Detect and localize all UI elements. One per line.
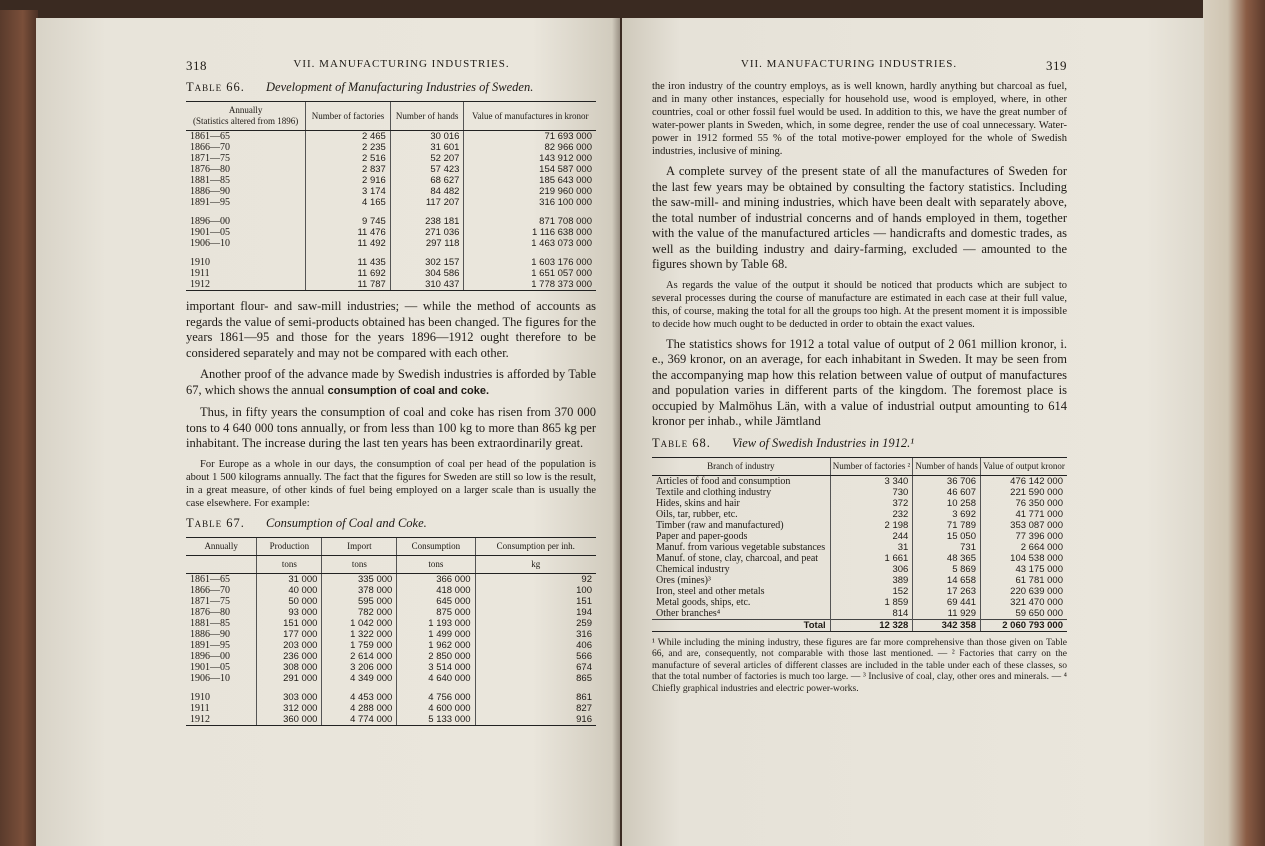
table68-cell: Iron, steel and other metals (656, 585, 765, 597)
table67-cell: 316 (475, 629, 596, 640)
table66-gap-cell (390, 208, 464, 216)
table68-cell: Hides, skins and hair (656, 497, 740, 509)
table66-cell: 82 966 000 (464, 142, 596, 153)
table66-gap-cell (306, 208, 391, 216)
table-row (652, 575, 1067, 586)
table66-header-row (186, 102, 596, 131)
table68-cell: 3 692 (913, 509, 981, 520)
right-running-title: VII. MANUFACTURING INDUSTRIES. (740, 58, 958, 70)
table66-cell: 302 157 (390, 257, 464, 268)
table67-cell: 259 (475, 618, 596, 629)
table67-unit-cell: tons (257, 555, 322, 573)
table68-cell: Chemical industry (656, 563, 730, 575)
table67-cell: 1901—05 (190, 661, 230, 673)
table66-gap-cell (464, 208, 596, 216)
table68-cell: Timber (raw and manufactured) (656, 519, 784, 531)
table67-header-cell: Consumption per inh. (475, 537, 596, 555)
table66-cell: 2 516 (306, 153, 391, 164)
table-row (186, 227, 596, 238)
table68-cell: 731 (913, 542, 981, 553)
table66-cell: 68 627 (390, 175, 464, 186)
table-row (652, 487, 1067, 498)
table66-cell: 1910 (190, 257, 210, 268)
table67-cell: 308 000 (257, 662, 322, 673)
table66-cell: 310 437 (390, 279, 464, 291)
table66-cell: 871 708 000 (464, 216, 596, 227)
table68-cell: 2 664 000 (980, 542, 1067, 553)
table68-cell: 41 771 000 (980, 509, 1067, 520)
table66-gap-cell (186, 249, 306, 257)
table68-title: View of Swedish Industries in 1912.¹ (732, 435, 914, 450)
table67-header-cell: Consumption (397, 537, 475, 555)
table66-label: Table 66. (186, 80, 245, 94)
table-row (186, 131, 596, 143)
table67-gap-cell (475, 684, 596, 692)
table67-units-row (186, 555, 596, 573)
left-paragraph-2 (186, 367, 596, 399)
table66-header-cell: Number of hands (390, 102, 464, 131)
table66-cell: 219 960 000 (464, 186, 596, 197)
table67-cell: 100 (475, 585, 596, 596)
table66 (186, 101, 596, 291)
table68-total-row (652, 619, 1067, 631)
table68-footnotes: ¹ While including the mining industry, these figures are far more comprehensive than those given on Table 66, and are, consequently, not comparable with those last mentioned. — ² Factories that carry on the manufacture of several articles of different classes are included in the table under each of these classes, so that the total number of factories is much too large. — ³ Inclusive of coal, clay, other ores and minerals. — ⁴ Chiefly graphical industries and electric power-works. (652, 637, 1067, 694)
table68-cell: 48 365 (913, 553, 981, 564)
table68-cell: 46 607 (913, 487, 981, 498)
left-paragraph-2-text: Another proof of the advance made by Swedish industries is afforded by Table 67, which shows the annual (186, 367, 596, 397)
table68-cell: 43 175 000 (980, 564, 1067, 575)
table67-cell: 865 (475, 673, 596, 684)
table-row (652, 531, 1067, 542)
table-row (186, 573, 596, 585)
table67-cell: 1911 (190, 702, 210, 714)
table66-cell: 1 116 638 000 (464, 227, 596, 238)
table67-cell: 2 614 000 (322, 651, 397, 662)
table68-cell: Other branches⁴ (656, 607, 721, 619)
table68-total-cell: 12 328 (830, 619, 913, 631)
table68-cell: 353 087 000 (980, 520, 1067, 531)
table68-total-cell: 2 060 793 000 (980, 619, 1067, 631)
table66-caption (186, 80, 596, 95)
table67-cell: 50 000 (257, 596, 322, 607)
table67-header-row (186, 537, 596, 555)
book-page-edges (1203, 0, 1265, 846)
table67-cell: 93 000 (257, 607, 322, 618)
table-row (652, 597, 1067, 608)
table67-cell: 92 (475, 573, 596, 585)
table66-cell: 117 207 (390, 197, 464, 208)
table-row (186, 629, 596, 640)
table68-cell: 61 781 000 (980, 575, 1067, 586)
table68-cell: 5 869 (913, 564, 981, 575)
left-page-number: 318 (186, 58, 207, 73)
table-row (186, 197, 596, 208)
table67-cell: 1866—70 (190, 584, 230, 596)
table67-cell: 4 774 000 (322, 714, 397, 726)
table66-cell: 11 692 (306, 268, 391, 279)
table68-cell: 389 (830, 575, 913, 586)
table68-body (652, 475, 1067, 631)
table68-cell: Metal goods, ships, etc. (656, 596, 751, 608)
table68-cell: 17 263 (913, 586, 981, 597)
table68-cell: Paper and paper-goods (656, 530, 748, 542)
table67-cell: 151 (475, 596, 596, 607)
table67-cell: 861 (475, 692, 596, 703)
table-row (186, 714, 596, 726)
table67-cell: 4 288 000 (322, 703, 397, 714)
table66-group-gap (186, 208, 596, 216)
table-row (186, 703, 596, 714)
table67 (186, 537, 596, 726)
table68-total-cell: 342 358 (913, 619, 981, 631)
table67-gap-cell (322, 684, 397, 692)
table66-cell: 9 745 (306, 216, 391, 227)
table67-body (186, 573, 596, 725)
table67-cell: 418 000 (397, 585, 475, 596)
table66-cell: 11 787 (306, 279, 391, 291)
table66-cell: 297 118 (390, 238, 464, 249)
table-row (186, 186, 596, 197)
table67-cell: 1871—75 (190, 595, 230, 607)
table66-cell: 238 181 (390, 216, 464, 227)
table66-cell: 271 036 (390, 227, 464, 238)
table67-cell: 406 (475, 640, 596, 651)
table-row (652, 475, 1067, 487)
left-page (36, 18, 620, 846)
table66-cell: 52 207 (390, 153, 464, 164)
table67-gap-cell (186, 684, 257, 692)
table68-caption (652, 436, 1067, 451)
table68-cell: 321 470 000 (980, 597, 1067, 608)
table66-cell: 2 465 (306, 131, 391, 143)
table68-cell: 77 396 000 (980, 531, 1067, 542)
table-row (652, 586, 1067, 597)
table68-cell: 15 050 (913, 531, 981, 542)
table67-cell: 1912 (186, 714, 257, 726)
table68-cell: 11 929 (913, 608, 981, 620)
right-paragraph-1: the iron industry of the country employs, as is well known, hardly anything but charcoal as fuel, and in many other instances, especially for household use, wood is employed, where, in other countries, coal or other fossil fuel would be used. In addition to this, we have the great number of water-power plants in Sweden, which, in some degree, render the use of coal unnecessary. Water-power in 1912 formed 55 % of the total motive-power employed for the whole of Swedish industries, inclusive of mining. (652, 81, 1067, 157)
table66-cell: 2 916 (306, 175, 391, 186)
table67-cell: 40 000 (257, 585, 322, 596)
table66-cell: 30 016 (390, 131, 464, 143)
table68-cell: 220 639 000 (980, 586, 1067, 597)
table67-cell: 366 000 (397, 573, 475, 585)
left-paragraph-4: For Europe as a whole in our days, the consumption of coal per head of the population is about 1 500 kilograms annually. The fact that the figures for Sweden are still so low is the result, in a great measure, of other kinds of fuel being employed on a larger scale than is usually the case elsewhere. For example: (186, 458, 596, 509)
table-row (186, 164, 596, 175)
right-page (622, 18, 1204, 846)
table67-cell: 203 000 (257, 640, 322, 651)
table68-cell: Manuf. of stone, clay, charcoal, and peat (656, 552, 819, 564)
table67-unit-cell (186, 555, 257, 573)
table-row (186, 257, 596, 268)
table67-cell: 360 000 (257, 714, 322, 726)
table67-cell: 1 322 000 (322, 629, 397, 640)
table67-cell: 1861—65 (190, 573, 230, 585)
table67-cell: 1906—10 (190, 672, 230, 684)
table67-cell: 312 000 (257, 703, 322, 714)
table68-cell: 59 650 000 (980, 608, 1067, 620)
table-row (652, 553, 1067, 564)
table67-cell: 335 000 (322, 573, 397, 585)
table68-cell: 36 706 (913, 475, 981, 487)
table66-group-gap (186, 249, 596, 257)
table67-unit-cell: kg (475, 555, 596, 573)
table66-cell: 1886—90 (190, 186, 230, 197)
table66-cell: 71 693 000 (464, 131, 596, 143)
table-row (652, 509, 1067, 520)
table66-cell: 84 482 (390, 186, 464, 197)
table68-cell: 2 198 (830, 520, 913, 531)
table67-cell: 236 000 (257, 651, 322, 662)
table66-cell: 1912 (186, 279, 306, 291)
table67-cell: 31 000 (257, 573, 322, 585)
book-cover-left (0, 10, 38, 846)
table67-cell: 595 000 (322, 596, 397, 607)
table66-cell: 1 651 057 000 (464, 268, 596, 279)
table66-cell: 1896—00 (190, 216, 230, 227)
right-paragraph-3: As regards the value of the output it should be noticed that products which are subject to several processes during the course of manufacture are estimated in each case at their full value, this, of course, making the total for all the groups too high. At the present moment it is impossible to decide how much ought to be deducted in order to obtain the exact values. (652, 279, 1067, 330)
table68-header-cell: Value of output kronor (980, 457, 1067, 475)
right-paragraph-4: The statistics shows for 1912 a total value of output of 2 061 million kronor, i. e., 369 kronor, on an average, for each inhabitant in Sweden. It may be seen from the accompanying map how this relation between value of output of manufactures and population varies in different parts of the kingdom. The foremost place is occupied by Malmöhus Län, with a value of industrial output amounting to 614 kronor per inhab., while Jämtland (652, 336, 1067, 428)
table68-cell: Oils, tar, rubber, etc. (656, 508, 738, 520)
table66-cell: 143 912 000 (464, 153, 596, 164)
table67-cell: 674 (475, 662, 596, 673)
table67-cell: 1 759 000 (322, 640, 397, 651)
table67-cell: 1891—95 (190, 639, 230, 651)
table-row (186, 640, 596, 651)
table67-header-cell: Production (257, 537, 322, 555)
table66-cell: 4 165 (306, 197, 391, 208)
table67-cell: 1886—90 (190, 628, 230, 640)
table68-cell: 306 (830, 564, 913, 575)
table67-cell: 875 000 (397, 607, 475, 618)
table68-header-cell: Number of factories ² (830, 457, 913, 475)
right-page-number: 319 (1046, 58, 1067, 73)
table67-cell: 827 (475, 703, 596, 714)
table66-title: Development of Manufacturing Industries of Sweden. (266, 80, 534, 94)
table-row (186, 596, 596, 607)
table68 (652, 457, 1067, 632)
table67-cell: 1 042 000 (322, 618, 397, 629)
table-row (186, 153, 596, 164)
table66-header-cell: Value of manufactures in kronor (464, 102, 596, 131)
table67-title: Consumption of Coal and Coke. (266, 515, 427, 530)
table67-cell: 3 206 000 (322, 662, 397, 673)
table67-cell: 291 000 (257, 673, 322, 684)
table68-cell: 14 658 (913, 575, 981, 586)
table-row (186, 268, 596, 279)
left-paragraph-2-emphasis: consumption of coal and coke. (327, 384, 490, 397)
table-row (186, 651, 596, 662)
table67-cell: 4 600 000 (397, 703, 475, 714)
table67-cell: 1876—80 (190, 606, 230, 618)
table67-cell: 194 (475, 607, 596, 618)
table67-cell: 4 756 000 (397, 692, 475, 703)
table68-header-cell: Number of hands (913, 457, 981, 475)
table66-gap-cell (306, 249, 391, 257)
table-row (652, 498, 1067, 509)
right-page-content (652, 58, 1067, 695)
table68-cell: 232 (830, 509, 913, 520)
table-row (186, 673, 596, 684)
table67-cell: 303 000 (257, 692, 322, 703)
table67-cell: 916 (475, 714, 596, 726)
table68-cell: 372 (830, 498, 913, 509)
table67-gap-cell (257, 684, 322, 692)
table-row (186, 585, 596, 596)
table-row (186, 216, 596, 227)
table68-label: Table 68. (652, 435, 711, 450)
table66-cell: 2 235 (306, 142, 391, 153)
table66-cell: 1901—05 (190, 227, 230, 238)
table66-gap-cell (464, 249, 596, 257)
table-row (652, 520, 1067, 531)
table67-cell: 4 349 000 (322, 673, 397, 684)
table67-label: Table 67. (186, 515, 245, 530)
table66-cell: 1881—85 (190, 175, 230, 186)
table66-header-cell: Annually (Statistics altered from 1896) (186, 102, 306, 131)
table-row (186, 142, 596, 153)
table67-cell: 4 640 000 (397, 673, 475, 684)
table67-header-cell: Annually (186, 537, 257, 555)
table66-body (186, 131, 596, 291)
table66-cell: 304 586 (390, 268, 464, 279)
table68-cell: 71 789 (913, 520, 981, 531)
table68-cell: 814 (830, 608, 913, 620)
table-row (186, 607, 596, 618)
table66-gap-cell (186, 208, 306, 216)
left-running-title: VII. MANUFACTURING INDUSTRIES. (293, 58, 510, 70)
table67-cell: 1 499 000 (397, 629, 475, 640)
table67-gap-cell (397, 684, 475, 692)
table-row (186, 238, 596, 249)
table67-cell: 5 133 000 (397, 714, 475, 726)
right-paragraph-2: A complete survey of the present state of all the manufactures of Sweden for the last few years may be obtained by consulting the factory statistics. Including the saw-mill- and mining industries, which have been dealt with separately above, the total number of industrial concerns and of hands employed in them, together with the value of the manufactured articles — handicrafts and domestic trades, as well as the building industry and dairy-farming, excluded — amounted to the figures shown by Table 68. (652, 164, 1067, 271)
table66-cell: 1 463 073 000 (464, 238, 596, 249)
table68-header-row (652, 457, 1067, 475)
table68-cell: 69 441 (913, 597, 981, 608)
table68-cell: 152 (830, 586, 913, 597)
table67-header-cell: Import (322, 537, 397, 555)
table67-cell: 566 (475, 651, 596, 662)
table66-cell: 1876—80 (190, 164, 230, 175)
right-running-head (652, 58, 1067, 74)
table66-cell: 1866—70 (190, 142, 230, 153)
table66-cell: 1891—95 (190, 197, 230, 208)
table67-cell: 1 962 000 (397, 640, 475, 651)
table68-cell: 1 859 (830, 597, 913, 608)
table68-total-cell: Total (652, 619, 830, 631)
table-row (186, 279, 596, 291)
table67-caption (186, 516, 596, 531)
table68-cell: Articles of food and consumption (656, 475, 791, 487)
table68-cell: 104 538 000 (980, 553, 1067, 564)
table67-cell: 177 000 (257, 629, 322, 640)
table68-cell: 10 258 (913, 498, 981, 509)
left-paragraph-1: important flour- and saw-mill industries; — while the method of accounts as regards the value of semi-products obtained has been changed. The figures for the years 1861—95 and those for the years 1896—1912 ought therefore to be considered separately and may not be compared with each other. (186, 299, 596, 360)
table67-cell: 378 000 (322, 585, 397, 596)
table66-cell: 11 476 (306, 227, 391, 238)
table-row (186, 618, 596, 629)
table66-cell: 31 601 (390, 142, 464, 153)
table68-header-cell: Branch of industry (652, 457, 830, 475)
table66-cell: 1861—65 (190, 131, 230, 142)
table68-cell: 221 590 000 (980, 487, 1067, 498)
table66-cell: 185 643 000 (464, 175, 596, 186)
table66-cell: 11 435 (306, 257, 391, 268)
table-row (186, 175, 596, 186)
table68-cell: 3 340 (830, 475, 913, 487)
table67-group-gap (186, 684, 596, 692)
table67-cell: 645 000 (397, 596, 475, 607)
table67-cell: 4 453 000 (322, 692, 397, 703)
table68-cell: 730 (830, 487, 913, 498)
table68-cell: 244 (830, 531, 913, 542)
table68-cell: 76 350 000 (980, 498, 1067, 509)
table68-cell: 31 (830, 542, 913, 553)
table66-cell: 154 587 000 (464, 164, 596, 175)
table67-cell: 3 514 000 (397, 662, 475, 673)
table67-unit-cell: tons (397, 555, 475, 573)
table67-cell: 1 193 000 (397, 618, 475, 629)
table-row (186, 692, 596, 703)
table66-header-cell: Number of factories (306, 102, 391, 131)
table66-cell: 11 492 (306, 238, 391, 249)
table-row (652, 542, 1067, 553)
table67-cell: 1910 (190, 691, 210, 703)
table66-gap-cell (390, 249, 464, 257)
table-row (652, 608, 1067, 620)
table67-unit-cell: tons (322, 555, 397, 573)
table66-cell: 1871—75 (190, 153, 230, 164)
table66-cell: 316 100 000 (464, 197, 596, 208)
table68-cell: Manuf. from various vegetable substances (656, 541, 826, 553)
table68-cell: 1 661 (830, 553, 913, 564)
table66-cell: 1906—10 (190, 238, 230, 249)
table66-cell: 2 837 (306, 164, 391, 175)
table67-cell: 2 850 000 (397, 651, 475, 662)
table-row (186, 662, 596, 673)
left-page-content (186, 58, 596, 726)
table67-cell: 782 000 (322, 607, 397, 618)
table66-cell: 1911 (190, 268, 210, 279)
table67-cell: 151 000 (257, 618, 322, 629)
table68-cell: Ores (mines)³ (656, 574, 711, 586)
table66-cell: 57 423 (390, 164, 464, 175)
left-running-head (186, 58, 596, 74)
table67-cell: 1896—00 (190, 650, 230, 662)
table66-cell: 1 778 373 000 (464, 279, 596, 291)
left-paragraph-3: Thus, in fifty years the consumption of coal and coke has risen from 370 000 tons to 4 640 000 tons annually, or from less than 100 kg to more than 865 kg per inhabitant. The increase during the last ten years has been extraordinarily great. (186, 405, 596, 450)
table66-cell: 1 603 176 000 (464, 257, 596, 268)
table67-cell: 1881—85 (190, 617, 230, 629)
table-row (652, 564, 1067, 575)
table66-cell: 3 174 (306, 186, 391, 197)
table68-cell: Textile and clothing industry (656, 486, 772, 498)
table68-cell: 476 142 000 (980, 475, 1067, 487)
